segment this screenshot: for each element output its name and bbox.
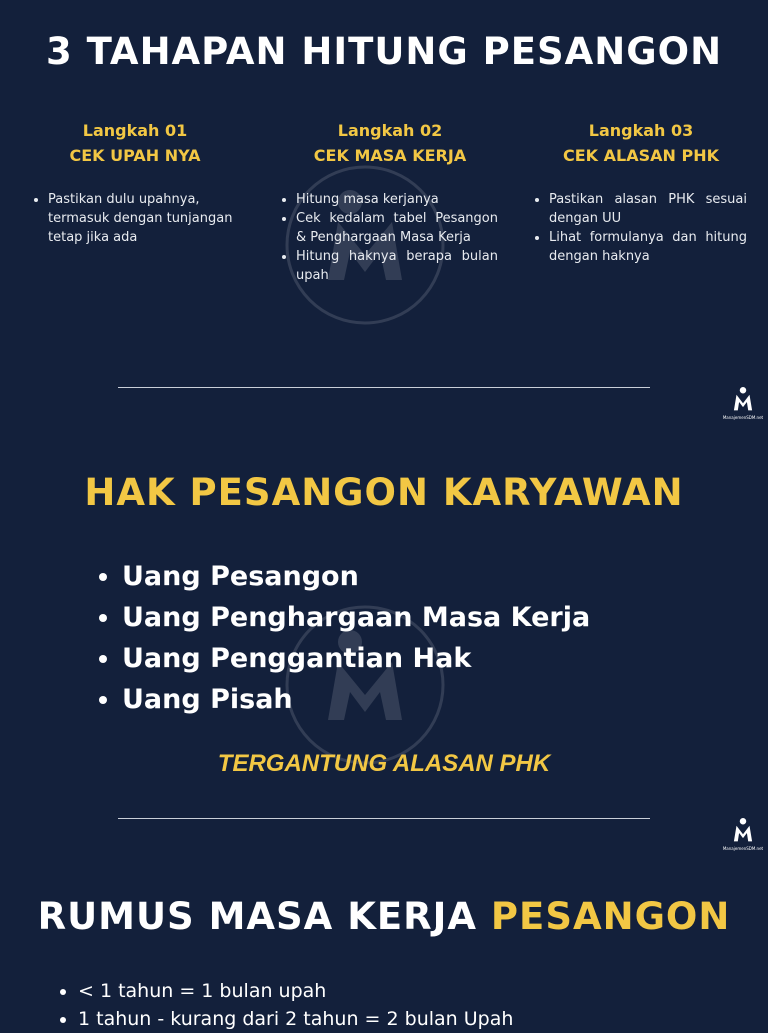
list-item: • Cek kedalam tabel Pesangon & Penghargaan Masa Kerja [296, 209, 498, 247]
page-title: 3 TAHAPAN HITUNG PESANGON [45, 30, 723, 73]
step-3-number: Langkah 03 [588, 121, 694, 140]
hak-list [98, 556, 590, 720]
step-2-number: Langkah 02 [337, 121, 443, 140]
rumus-list [58, 977, 513, 1033]
brand-logo [722, 385, 764, 420]
step-1-name: CEK UPAH NYA [69, 146, 201, 165]
list-item: • Hitung haknya berapa bulan upah [296, 247, 498, 285]
brand-logo [722, 816, 764, 851]
phk-note: TERGANTUNG ALASAN PHK [217, 750, 551, 777]
list-item: • Uang Penghargaan Masa Kerja [122, 597, 590, 638]
step-2-name: CEK MASA KERJA [313, 146, 467, 165]
list-item: • Uang Pesangon [122, 556, 590, 597]
list-item: • Uang Pisah [122, 679, 590, 720]
section-title-hak: HAK PESANGON KARYAWAN [84, 471, 684, 514]
step-1 [34, 118, 236, 247]
logo-text: ManajemenSDM.net [722, 846, 764, 851]
step-3 [535, 118, 747, 266]
section-title-rumus [0, 895, 768, 938]
list-item: • Uang Penggantian Hak [122, 638, 590, 679]
step-3-bullets [535, 190, 747, 266]
logo-text: ManajemenSDM.net [722, 415, 764, 420]
title-part-2: PESANGON [490, 895, 731, 938]
list-item: • < 1 tahun = 1 bulan upah [78, 977, 513, 1005]
step-1-bullets [34, 190, 236, 247]
manajemen-logo-icon [730, 385, 756, 415]
step-1-number: Langkah 01 [82, 121, 188, 140]
list-item: • 1 tahun - kurang dari 2 tahun = 2 bulan Upah [78, 1005, 513, 1033]
manajemen-logo-icon [730, 816, 756, 846]
step-3-name: CEK ALASAN PHK [563, 146, 719, 165]
step-2-bullets [282, 190, 498, 285]
title-part-1: RUMUS MASA KERJA [37, 895, 491, 938]
section-divider [118, 387, 650, 388]
list-item: • Hitung masa kerjanya [296, 190, 498, 209]
list-item: • Lihat formulanya dan hitung dengan haknya [549, 228, 747, 266]
section-divider [118, 818, 650, 819]
list-item: • Pastikan dulu upahnya, termasuk dengan tunjangan tetap jika ada [48, 190, 236, 247]
step-2 [282, 118, 498, 285]
list-item: • Pastikan alasan PHK sesuai dengan UU [549, 190, 747, 228]
